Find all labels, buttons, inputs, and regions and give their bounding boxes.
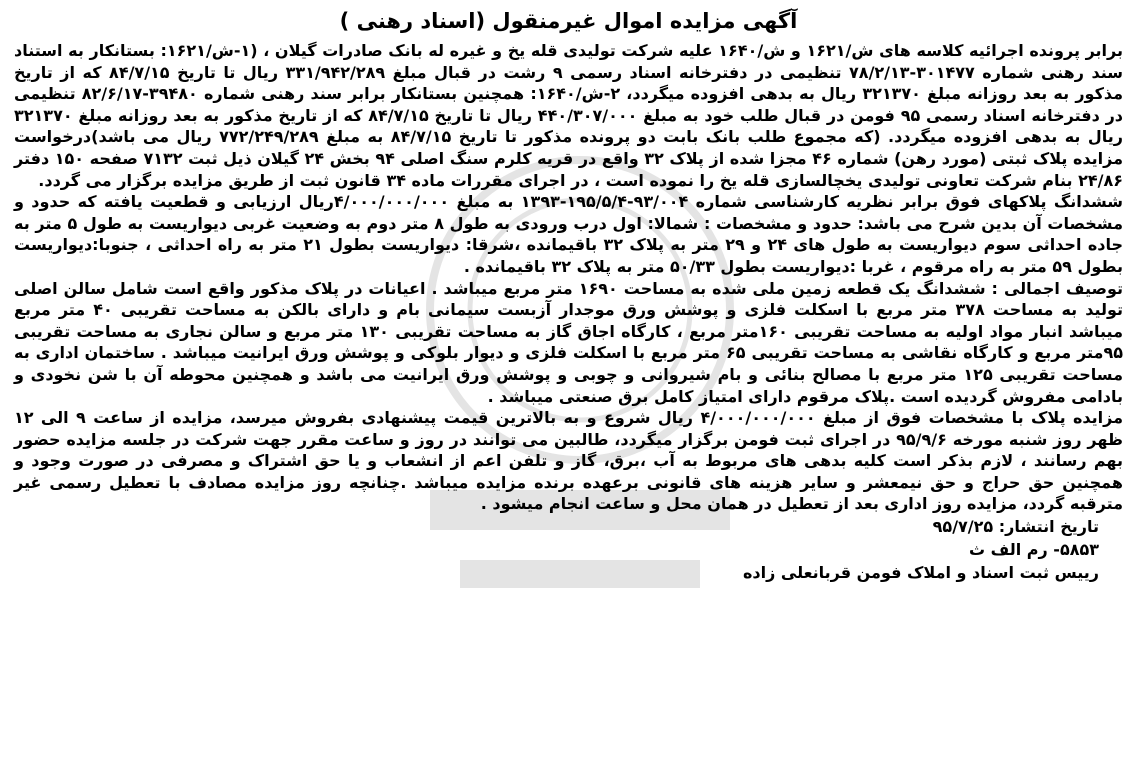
reference-code: ۵۸۵۳- رم الف ث [969, 540, 1099, 560]
paragraph-boundaries: ششدانگ پلاکهای فوق برابر نظریه کارشناسی شماره ۹۳/۰۰۴-۱۹۵/۵/۴-۱۳۹۳ به مبلغ ۴/۰۰۰/۰۰۰/۰۰۰ریال ارزیابی و قطعیت یافته که حدود و مشخصات آن بدین شرح می باشد: حدود و مشخصات : شمالا: اول درب ورودی به طول ۸ متر دوم به وضعیت غربی دیواریست به طول ۵ متر به جاده احداثی سوم دیواریست به طول های ۲۴ و ۲۹ متر به پلاک ۳۲ باقیمانده ،شرقا: دیواریست بطول ۲۱ متر به راه احداثی ، جنوبا:دیواریست بطول ۵۹ متر به راه مرقوم ، غربا :دیواریست بطول ۵۰/۳۳ متر به پلاک ۳۲ باقیمانده . [14, 192, 1124, 276]
paragraph-description: توصیف اجمالی : ششدانگ یک قطعه زمین ملی شده به مساحت ۱۶۹۰ متر مربع میباشد . اعیانات در پلاک مذکور واقع است شامل سالن اصلی تولید به مساحت ۳۷۸ متر مربع با اسکلت فلزی و پوشش ورق موجدار آزبست سیمانی بام و دارای بالکن به مساحت تقریبی ۴۰ متر مربع میباشد انبار مواد اولیه به مساحت تقریبی ۱۶۰متر مربع ، کارگاه اجاق گاز به مساحت تقریبی ۱۳۰ متر مربع و سالن نجاری به مساحت تقریبی ۹۵متر مربع و کارگاه نقاشی به مساحت تقریبی ۶۵ متر مربع با اسکلت فلزی و دیوار بلوکی و پوشش ورق ایرانیت میباشد . ساختمان اداری به مساحت تقریبی ۱۲۵ متر مربع با مصالح بنائی و بام شیروانی و چوبی و پوشش ورق ایرانیت می باشد و همچنین محوطه آن با شن نخودی و بادامی مفروش گردیده است .پلاک مرقوم دارای امتیاز کامل برق صنعتی میباشد . [14, 278, 1124, 406]
paragraph-auction-terms: مزایده پلاک با مشخصات فوق از مبلغ ۴/۰۰۰/۰۰۰/۰۰۰ ریال شروع و به بالاترین قیمت پیشنهادی بفروش میرسد، مزایده از ساعت ۹ الی ۱۲ ظهر روز شنبه مورخه ۹۵/۹/۶ در اجرای ثبت فومن برگزار میگردد، طالبین می توانند در روز و ساعت مقرر جهت شرکت در جلسه مزایده حضور بهم رسانند ، لازم بذکر است کلیه بدهی های مربوط به آب ،برق، گاز و تلفن اعم از انشعاب و یا حق اشتراک و مصرفی در صورت وجود و همچنین حق حراج و حق نیمعشر و سایر هزینه های قانونی برعهده برنده مزایده میباشد .چنانچه روز مزایده مصادف با تعطیل رسمی غیر مترقبه گردد، مزایده روز اداری بعد از تعطیل در همان محل و ساعت انجام میشود . [14, 408, 1124, 514]
page-title: آگهی مزایده اموال غیرمنقول (اسناد رهنی ) [339, 9, 798, 33]
publish-date: تاریخ انتشار: ۹۵/۷/۲۵ [932, 517, 1099, 537]
signature-line: رییس ثبت اسناد و املاک فومن قربانعلی زاده [742, 563, 1099, 583]
paragraph-case-details: برابر پرونده اجرائیه کلاسه های ش/۱۶۲۱ و ش/۱۶۴۰ علیه شرکت تولیدی قله یخ و غیره له بانک صادرات گیلان ، (۱-ش/۱۶۲۱: بستانکار به استناد سند رهنی شماره ۳۰۱۴۷۷-۷۸/۲/۱۳ تنظیمی در دفترخانه اسناد رسمی ۹ رشت در قبال مبلغ ۳۳۱/۹۴۲/۲۸۹ ریال تا تاریخ ۸۴/۷/۱۵ که از تاریخ مذکور به بعد روزانه مبلغ ۳۲۱۳۷۰ ریال به بدهی افزوده میگردد، ۲-ش/۱۶۴۰: همچنین بستانکار برابر سند رهنی شماره ۳۹۴۸۰-۸۲/۶/۱۷ تنظیمی در دفترخانه اسناد رسمی ۹۵ فومن در قبال طلب خود به مبلغ ۴۴۰/۳۰۷/۰۰۰ ریال تا تاریخ ۸۴/۷/۱۵ که از تاریخ مذکور به بعد روزانه مبلغ ۳۲۱۳۷۰ ریال به بدهی افزوده میگردد. (که مجموع طلب بانک بابت دو پرونده مذکور تا تاریخ ۸۴/۷/۱۵ به مبلغ ۷۷۲/۲۴۹/۲۸۹ ریال می باشد)درخواست مزایده پلاک ثبتی (مورد رهن) شماره ۴۶ مجزا شده از پلاک ۳۲ واقع در قریه کلرم سنگ اصلی ۹۴ بخش ۲۴ گیلان ذیل ثبت ۷۱۳۲ صفحه ۱۵۰ دفتر ۲۴/۸۶ بنام شرکت تعاونی تولیدی یخچالسازی قله یخ را نموده است ، در اجرای مقررات ماده ۳۴ قانون ثبت از طریق مزایده برگزار می گردد. [14, 41, 1124, 190]
